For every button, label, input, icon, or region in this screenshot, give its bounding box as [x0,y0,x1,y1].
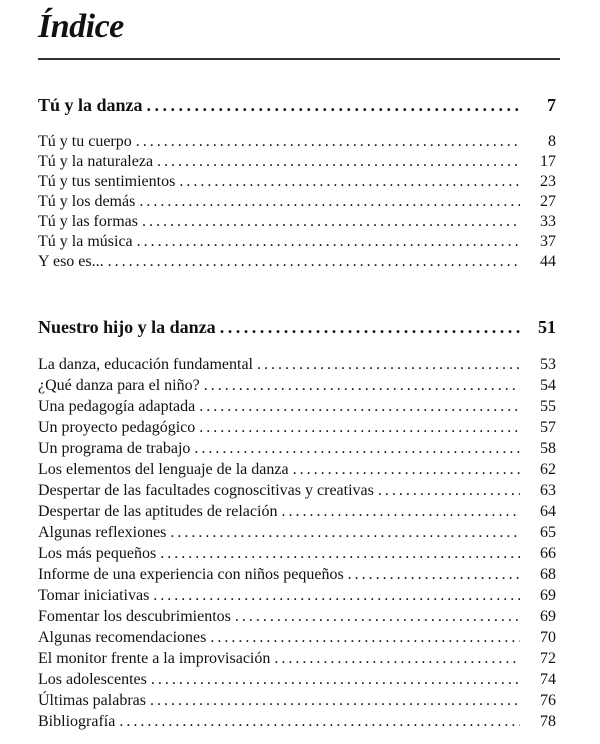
dot-leader [274,648,520,669]
toc-entry[interactable] [38,396,556,417]
toc-entry[interactable] [38,417,556,438]
toc-section [38,95,556,272]
toc-page-number: 55 [540,398,556,415]
toc-page-number: 70 [540,629,556,646]
dot-leader [281,501,520,522]
toc-entry-title: El monitor frente a la improvisación [38,650,271,667]
dot-leader [119,711,520,732]
toc-entry[interactable] [38,669,556,690]
toc-entry-title: Informe de una experiencia con niños pequeños [38,566,344,583]
toc-section-heading[interactable] [38,317,556,338]
dot-leader [157,152,520,172]
toc-entry[interactable] [38,564,556,585]
toc-entry[interactable] [38,543,556,564]
toc-entry-title: Últimas palabras [38,692,146,709]
toc-section [38,317,556,732]
dot-leader [108,252,520,272]
toc-entry-title: Tú y la danza [38,95,143,115]
dot-leader [150,690,520,711]
toc-entry-title: Los adolescentes [38,671,147,688]
dot-leader [210,627,520,648]
toc-page-number: 17 [540,153,556,170]
dot-leader [257,354,520,375]
dot-leader [179,172,520,192]
toc-entry[interactable] [38,252,556,272]
dot-leader [204,375,520,396]
toc-entry-title: Tú y los demás [38,193,136,210]
toc-entry[interactable] [38,522,556,543]
toc-entry-title: Un programa de trabajo [38,440,191,457]
toc-entry[interactable] [38,501,556,522]
toc-page-number: 72 [540,650,556,667]
toc-entry[interactable] [38,212,556,232]
toc-page-number: 27 [540,193,556,210]
toc-entry-title: ¿Qué danza para el niño? [38,377,200,394]
toc-section-heading[interactable] [38,95,556,116]
toc-page-number: 64 [540,503,556,520]
toc-page-number: 57 [540,419,556,436]
dot-leader [220,317,520,338]
toc-entry[interactable] [38,375,556,396]
toc-entry[interactable] [38,690,556,711]
toc-page-number: 63 [540,482,556,499]
toc-entry-title: Tú y las formas [38,213,138,230]
toc-entry-title: Los más pequeños [38,545,157,562]
toc-entry-title: Los elementos del lenguaje de la danza [38,461,289,478]
dot-leader [151,669,520,690]
toc-page-number: 65 [540,524,556,541]
toc-entry[interactable] [38,627,556,648]
toc-page-number: 74 [540,671,556,688]
toc-page-number: 78 [540,713,556,730]
toc-page-number: 8 [548,133,556,150]
dot-leader [293,459,520,480]
toc-page-number: 53 [540,356,556,373]
toc-entry[interactable] [38,585,556,606]
toc-entry-title: Tomar iniciativas [38,587,150,604]
toc-entry[interactable] [38,438,556,459]
toc-entry-title: Tú y la naturaleza [38,153,154,170]
page-title: Índice [38,8,124,45]
toc-entry-title: Y eso es... [38,253,104,270]
toc-page-number: 69 [540,587,556,604]
toc-page-number: 69 [540,608,556,625]
dot-leader [160,543,520,564]
toc-page-number: 23 [540,173,556,190]
toc-entry-title: Nuestro hijo y la danza [38,317,216,337]
dot-leader [199,396,520,417]
toc-entry[interactable] [38,172,556,192]
dot-leader [378,480,520,501]
toc-entry-title: Tú y tu cuerpo [38,133,132,150]
toc-page-number: 7 [547,95,556,115]
toc-page-number: 54 [540,377,556,394]
dot-leader [194,438,520,459]
toc-entry[interactable] [38,459,556,480]
dot-leader [136,132,520,152]
dot-leader [348,564,520,585]
dot-leader [235,606,520,627]
toc-entry-title: Tú y tus sentimientos [38,173,176,190]
toc-entry-title: Despertar de las aptitudes de relación [38,503,278,520]
toc-entry-title: Bibliografía [38,713,116,730]
toc-entry[interactable] [38,232,556,252]
toc-page-number: 51 [538,317,556,337]
toc-page-number: 68 [540,566,556,583]
title-divider [38,58,560,60]
toc-entry-title: Fomentar los descubrimientos [38,608,231,625]
toc-entry[interactable] [38,648,556,669]
dot-leader [139,192,520,212]
dot-leader [153,585,520,606]
toc-page-number: 76 [540,692,556,709]
dot-leader [170,522,520,543]
toc-entry[interactable] [38,192,556,212]
toc-entry[interactable] [38,132,556,152]
toc-entry[interactable] [38,354,556,375]
toc-entry[interactable] [38,480,556,501]
toc-entry[interactable] [38,152,556,172]
toc-page-number: 66 [540,545,556,562]
toc-page-number: 33 [540,213,556,230]
toc-entry-title: Despertar de las facultades cognoscitivas y creativas [38,482,374,499]
toc-page-number: 62 [540,461,556,478]
toc-entry-title: La danza, educación fundamental [38,356,253,373]
toc-page-number: 58 [540,440,556,457]
toc-entry-title: Algunas reflexiones [38,524,167,541]
dot-leader [147,95,520,116]
toc-page-number: 37 [540,233,556,250]
dot-leader [142,212,520,232]
toc-entry[interactable] [38,711,556,732]
dot-leader [137,232,520,252]
toc-entry-title: Tú y la música [38,233,133,250]
toc-page-number: 44 [540,253,556,270]
toc-entry[interactable] [38,606,556,627]
toc-entry-title: Un proyecto pedagógico [38,419,196,436]
dot-leader [199,417,520,438]
toc-entry-title: Algunas recomendaciones [38,629,207,646]
toc-entry-title: Una pedagogía adaptada [38,398,196,415]
